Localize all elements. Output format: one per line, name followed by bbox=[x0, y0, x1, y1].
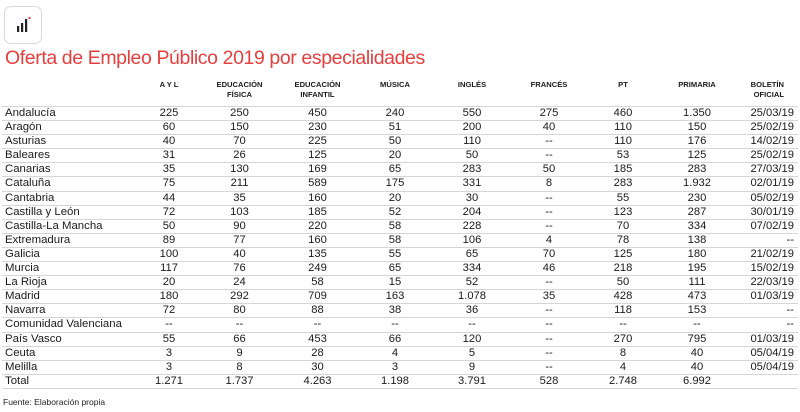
value-cell: -- bbox=[433, 318, 511, 332]
value-cell: 50 bbox=[357, 135, 433, 149]
value-cell: 58 bbox=[278, 276, 357, 290]
value-cell: 52 bbox=[357, 205, 433, 219]
value-cell: 58 bbox=[357, 233, 433, 247]
value-cell: 1.737 bbox=[201, 374, 278, 388]
value-cell: 40 bbox=[511, 121, 587, 135]
value-cell: -- bbox=[511, 346, 587, 360]
value-cell: 180 bbox=[659, 247, 735, 261]
date-cell: 05/04/19 bbox=[735, 346, 798, 360]
value-cell: 550 bbox=[433, 107, 511, 121]
value-cell: 55 bbox=[587, 191, 659, 205]
date-cell: 05/04/19 bbox=[735, 360, 798, 374]
value-cell: 130 bbox=[201, 163, 278, 177]
value-cell: 36 bbox=[433, 304, 511, 318]
date-cell: 22/03/19 bbox=[735, 276, 798, 290]
date-cell: 25/02/19 bbox=[735, 149, 798, 163]
table-row bbox=[2, 177, 798, 191]
column-header: FRANCÉS bbox=[530, 80, 568, 89]
table-row bbox=[2, 121, 798, 135]
value-cell: 460 bbox=[587, 107, 659, 121]
table-row bbox=[2, 149, 798, 163]
value-cell: 35 bbox=[201, 191, 278, 205]
value-cell: 275 bbox=[511, 107, 587, 121]
value-cell: 111 bbox=[659, 276, 735, 290]
region-cell: Murcia bbox=[2, 262, 137, 276]
date-cell: 15/02/19 bbox=[735, 262, 798, 276]
table-row bbox=[2, 135, 798, 149]
value-cell: 50 bbox=[137, 219, 201, 233]
region-cell: Extremadura bbox=[2, 233, 137, 247]
date-cell: 21/02/19 bbox=[735, 247, 798, 261]
value-cell: 6.992 bbox=[659, 374, 735, 388]
date-cell: 25/02/19 bbox=[735, 121, 798, 135]
value-cell: 72 bbox=[137, 304, 201, 318]
logo-badge bbox=[4, 6, 42, 44]
column-header: BOLETÍN OFICIAL bbox=[750, 80, 784, 99]
value-cell: 185 bbox=[278, 205, 357, 219]
value-cell: 220 bbox=[278, 219, 357, 233]
value-cell: 135 bbox=[278, 247, 357, 261]
value-cell: 28 bbox=[278, 346, 357, 360]
value-cell: 110 bbox=[587, 121, 659, 135]
region-cell: La Rioja bbox=[2, 276, 137, 290]
value-cell: 218 bbox=[587, 262, 659, 276]
value-cell: 1.932 bbox=[659, 177, 735, 191]
value-cell: 211 bbox=[201, 177, 278, 191]
value-cell: 38 bbox=[357, 304, 433, 318]
value-cell: 110 bbox=[587, 135, 659, 149]
value-cell: 123 bbox=[587, 205, 659, 219]
value-cell: 9 bbox=[433, 360, 511, 374]
column-header: MÚSICA bbox=[380, 80, 410, 89]
value-cell: 30 bbox=[433, 191, 511, 205]
value-cell: -- bbox=[511, 318, 587, 332]
region-cell: Aragón bbox=[2, 121, 137, 135]
value-cell: 270 bbox=[587, 332, 659, 346]
region-cell: Baleares bbox=[2, 149, 137, 163]
value-cell: 125 bbox=[587, 247, 659, 261]
value-cell: 8 bbox=[201, 360, 278, 374]
region-cell: Cantabria bbox=[2, 191, 137, 205]
value-cell: 40 bbox=[659, 346, 735, 360]
value-cell: 5 bbox=[433, 346, 511, 360]
value-cell: 3 bbox=[137, 360, 201, 374]
value-cell: 3 bbox=[357, 360, 433, 374]
value-cell: 90 bbox=[201, 219, 278, 233]
value-cell: -- bbox=[659, 318, 735, 332]
value-cell: 795 bbox=[659, 332, 735, 346]
value-cell: 50 bbox=[433, 149, 511, 163]
value-cell: 163 bbox=[357, 290, 433, 304]
table-row bbox=[2, 276, 798, 290]
table-row bbox=[2, 107, 798, 121]
region-cell: Canarias bbox=[2, 163, 137, 177]
date-cell: 01/03/19 bbox=[735, 332, 798, 346]
date-cell: -- bbox=[735, 304, 798, 318]
value-cell: 103 bbox=[201, 205, 278, 219]
value-cell: 334 bbox=[433, 262, 511, 276]
region-cell: Castilla-La Mancha bbox=[2, 219, 137, 233]
column-header: EDUCACIÓN FÍSICA bbox=[216, 80, 263, 99]
value-cell: 1.271 bbox=[137, 374, 201, 388]
value-cell: -- bbox=[357, 318, 433, 332]
value-cell: 66 bbox=[357, 332, 433, 346]
value-cell: 30 bbox=[278, 360, 357, 374]
value-cell: -- bbox=[278, 318, 357, 332]
value-cell: 150 bbox=[659, 121, 735, 135]
value-cell: 200 bbox=[433, 121, 511, 135]
date-cell bbox=[735, 374, 798, 388]
region-cell: Andalucía bbox=[2, 107, 137, 121]
value-cell: 46 bbox=[511, 262, 587, 276]
value-cell: 138 bbox=[659, 233, 735, 247]
region-cell: Ceuta bbox=[2, 346, 137, 360]
table-body bbox=[2, 107, 798, 389]
region-cell: Comunidad Valenciana bbox=[2, 318, 137, 332]
value-cell: 110 bbox=[433, 135, 511, 149]
column-header: PT bbox=[618, 80, 628, 89]
value-cell: 1.198 bbox=[357, 374, 433, 388]
value-cell: 75 bbox=[137, 177, 201, 191]
date-cell: 01/03/19 bbox=[735, 290, 798, 304]
value-cell: 125 bbox=[278, 149, 357, 163]
value-cell: 528 bbox=[511, 374, 587, 388]
value-cell: -- bbox=[587, 318, 659, 332]
table-row bbox=[2, 247, 798, 261]
chart-title: Oferta de Empleo Público 2019 por especialidades bbox=[5, 47, 425, 69]
value-cell: 453 bbox=[278, 332, 357, 346]
value-cell: 65 bbox=[357, 262, 433, 276]
date-cell: -- bbox=[735, 233, 798, 247]
value-cell: -- bbox=[511, 205, 587, 219]
table-row bbox=[2, 205, 798, 219]
value-cell: 3.791 bbox=[433, 374, 511, 388]
header-region-cell bbox=[2, 77, 137, 107]
value-cell: 52 bbox=[433, 276, 511, 290]
value-cell: -- bbox=[201, 318, 278, 332]
bar-chart-icon bbox=[5, 7, 41, 43]
date-cell: 27/03/19 bbox=[735, 163, 798, 177]
source-note: Fuente: Elaboración propia bbox=[3, 397, 106, 407]
value-cell: 51 bbox=[357, 121, 433, 135]
value-cell: 292 bbox=[201, 290, 278, 304]
date-cell: 14/02/19 bbox=[735, 135, 798, 149]
value-cell: 20 bbox=[357, 149, 433, 163]
value-cell: 55 bbox=[357, 247, 433, 261]
value-cell: 50 bbox=[511, 163, 587, 177]
value-cell: 589 bbox=[278, 177, 357, 191]
value-cell: 117 bbox=[137, 262, 201, 276]
date-cell: -- bbox=[735, 318, 798, 332]
value-cell: 58 bbox=[357, 219, 433, 233]
value-cell: 70 bbox=[587, 219, 659, 233]
value-cell: 185 bbox=[587, 163, 659, 177]
value-cell: 40 bbox=[659, 360, 735, 374]
value-cell: 35 bbox=[511, 290, 587, 304]
region-cell: Navarra bbox=[2, 304, 137, 318]
value-cell: 176 bbox=[659, 135, 735, 149]
date-cell: 30/01/19 bbox=[735, 205, 798, 219]
value-cell: 709 bbox=[278, 290, 357, 304]
value-cell: 249 bbox=[278, 262, 357, 276]
value-cell: 230 bbox=[278, 121, 357, 135]
value-cell: 65 bbox=[357, 163, 433, 177]
value-cell: 331 bbox=[433, 177, 511, 191]
value-cell: 44 bbox=[137, 191, 201, 205]
value-cell: 150 bbox=[201, 121, 278, 135]
value-cell: 55 bbox=[137, 332, 201, 346]
value-cell: 118 bbox=[587, 304, 659, 318]
region-cell: Madrid bbox=[2, 290, 137, 304]
value-cell: 180 bbox=[137, 290, 201, 304]
value-cell: 4 bbox=[357, 346, 433, 360]
value-cell: -- bbox=[511, 360, 587, 374]
column-header: EDUCACIÓN INFANTIL bbox=[294, 80, 341, 99]
value-cell: 4 bbox=[587, 360, 659, 374]
value-cell: -- bbox=[511, 276, 587, 290]
value-cell: 175 bbox=[357, 177, 433, 191]
date-cell: 02/01/19 bbox=[735, 177, 798, 191]
table-row bbox=[2, 360, 798, 374]
value-cell: 76 bbox=[201, 262, 278, 276]
value-cell: 106 bbox=[433, 233, 511, 247]
table-row bbox=[2, 290, 798, 304]
value-cell: 15 bbox=[357, 276, 433, 290]
value-cell: 77 bbox=[201, 233, 278, 247]
table-row bbox=[2, 346, 798, 360]
value-cell: -- bbox=[511, 304, 587, 318]
value-cell: 40 bbox=[137, 135, 201, 149]
value-cell: 283 bbox=[587, 177, 659, 191]
value-cell: 125 bbox=[659, 149, 735, 163]
value-cell: 2.748 bbox=[587, 374, 659, 388]
value-cell: 228 bbox=[433, 219, 511, 233]
region-cell: Asturias bbox=[2, 135, 137, 149]
value-cell: 50 bbox=[587, 276, 659, 290]
region-cell: Castilla y León bbox=[2, 205, 137, 219]
value-cell: 65 bbox=[433, 247, 511, 261]
table-row bbox=[2, 219, 798, 233]
region-cell: Melilla bbox=[2, 360, 137, 374]
value-cell: 4.263 bbox=[278, 374, 357, 388]
value-cell: 60 bbox=[137, 121, 201, 135]
table-row bbox=[2, 332, 798, 346]
table-row bbox=[2, 233, 798, 247]
value-cell: 66 bbox=[201, 332, 278, 346]
value-cell: 160 bbox=[278, 191, 357, 205]
value-cell: -- bbox=[137, 318, 201, 332]
table-row bbox=[2, 304, 798, 318]
value-cell: 160 bbox=[278, 233, 357, 247]
value-cell: 230 bbox=[659, 191, 735, 205]
region-cell: Total bbox=[2, 374, 137, 388]
region-cell: Galicia bbox=[2, 247, 137, 261]
table-row bbox=[2, 262, 798, 276]
value-cell: -- bbox=[511, 135, 587, 149]
table-row bbox=[2, 318, 798, 332]
value-cell: 8 bbox=[587, 346, 659, 360]
value-cell: 450 bbox=[278, 107, 357, 121]
value-cell: 283 bbox=[659, 163, 735, 177]
value-cell: 169 bbox=[278, 163, 357, 177]
value-cell: 80 bbox=[201, 304, 278, 318]
data-table bbox=[2, 77, 798, 389]
value-cell: 473 bbox=[659, 290, 735, 304]
value-cell: 40 bbox=[201, 247, 278, 261]
value-cell: 283 bbox=[433, 163, 511, 177]
value-cell: 72 bbox=[137, 205, 201, 219]
total-row bbox=[2, 374, 798, 388]
value-cell: 35 bbox=[137, 163, 201, 177]
value-cell: 8 bbox=[511, 177, 587, 191]
value-cell: -- bbox=[511, 332, 587, 346]
value-cell: 153 bbox=[659, 304, 735, 318]
date-cell: 25/03/19 bbox=[735, 107, 798, 121]
value-cell: 88 bbox=[278, 304, 357, 318]
value-cell: 3 bbox=[137, 346, 201, 360]
value-cell: 26 bbox=[201, 149, 278, 163]
region-cell: País Vasco bbox=[2, 332, 137, 346]
header-row bbox=[2, 77, 798, 107]
value-cell: -- bbox=[511, 219, 587, 233]
value-cell: 20 bbox=[137, 276, 201, 290]
value-cell: 1.078 bbox=[433, 290, 511, 304]
value-cell: 20 bbox=[357, 191, 433, 205]
value-cell: 9 bbox=[201, 346, 278, 360]
value-cell: 1.350 bbox=[659, 107, 735, 121]
value-cell: 195 bbox=[659, 262, 735, 276]
value-cell: 250 bbox=[201, 107, 278, 121]
value-cell: 240 bbox=[357, 107, 433, 121]
value-cell: 70 bbox=[511, 247, 587, 261]
column-header: INGLÉS bbox=[457, 80, 487, 89]
column-header: PRIMARIA bbox=[678, 80, 716, 89]
value-cell: 78 bbox=[587, 233, 659, 247]
value-cell: 204 bbox=[433, 205, 511, 219]
value-cell: 287 bbox=[659, 205, 735, 219]
date-cell: 05/02/19 bbox=[735, 191, 798, 205]
table-row bbox=[2, 191, 798, 205]
value-cell: 53 bbox=[587, 149, 659, 163]
value-cell: 31 bbox=[137, 149, 201, 163]
value-cell: 24 bbox=[201, 276, 278, 290]
table-row bbox=[2, 163, 798, 177]
value-cell: 100 bbox=[137, 247, 201, 261]
value-cell: 89 bbox=[137, 233, 201, 247]
value-cell: 70 bbox=[201, 135, 278, 149]
value-cell: 225 bbox=[137, 107, 201, 121]
value-cell: 120 bbox=[433, 332, 511, 346]
date-cell: 07/02/19 bbox=[735, 219, 798, 233]
value-cell: 428 bbox=[587, 290, 659, 304]
value-cell: -- bbox=[511, 191, 587, 205]
value-cell: -- bbox=[511, 149, 587, 163]
value-cell: 225 bbox=[278, 135, 357, 149]
column-header: A Y L bbox=[159, 80, 179, 89]
region-cell: Cataluña bbox=[2, 177, 137, 191]
value-cell: 334 bbox=[659, 219, 735, 233]
value-cell: 4 bbox=[511, 233, 587, 247]
